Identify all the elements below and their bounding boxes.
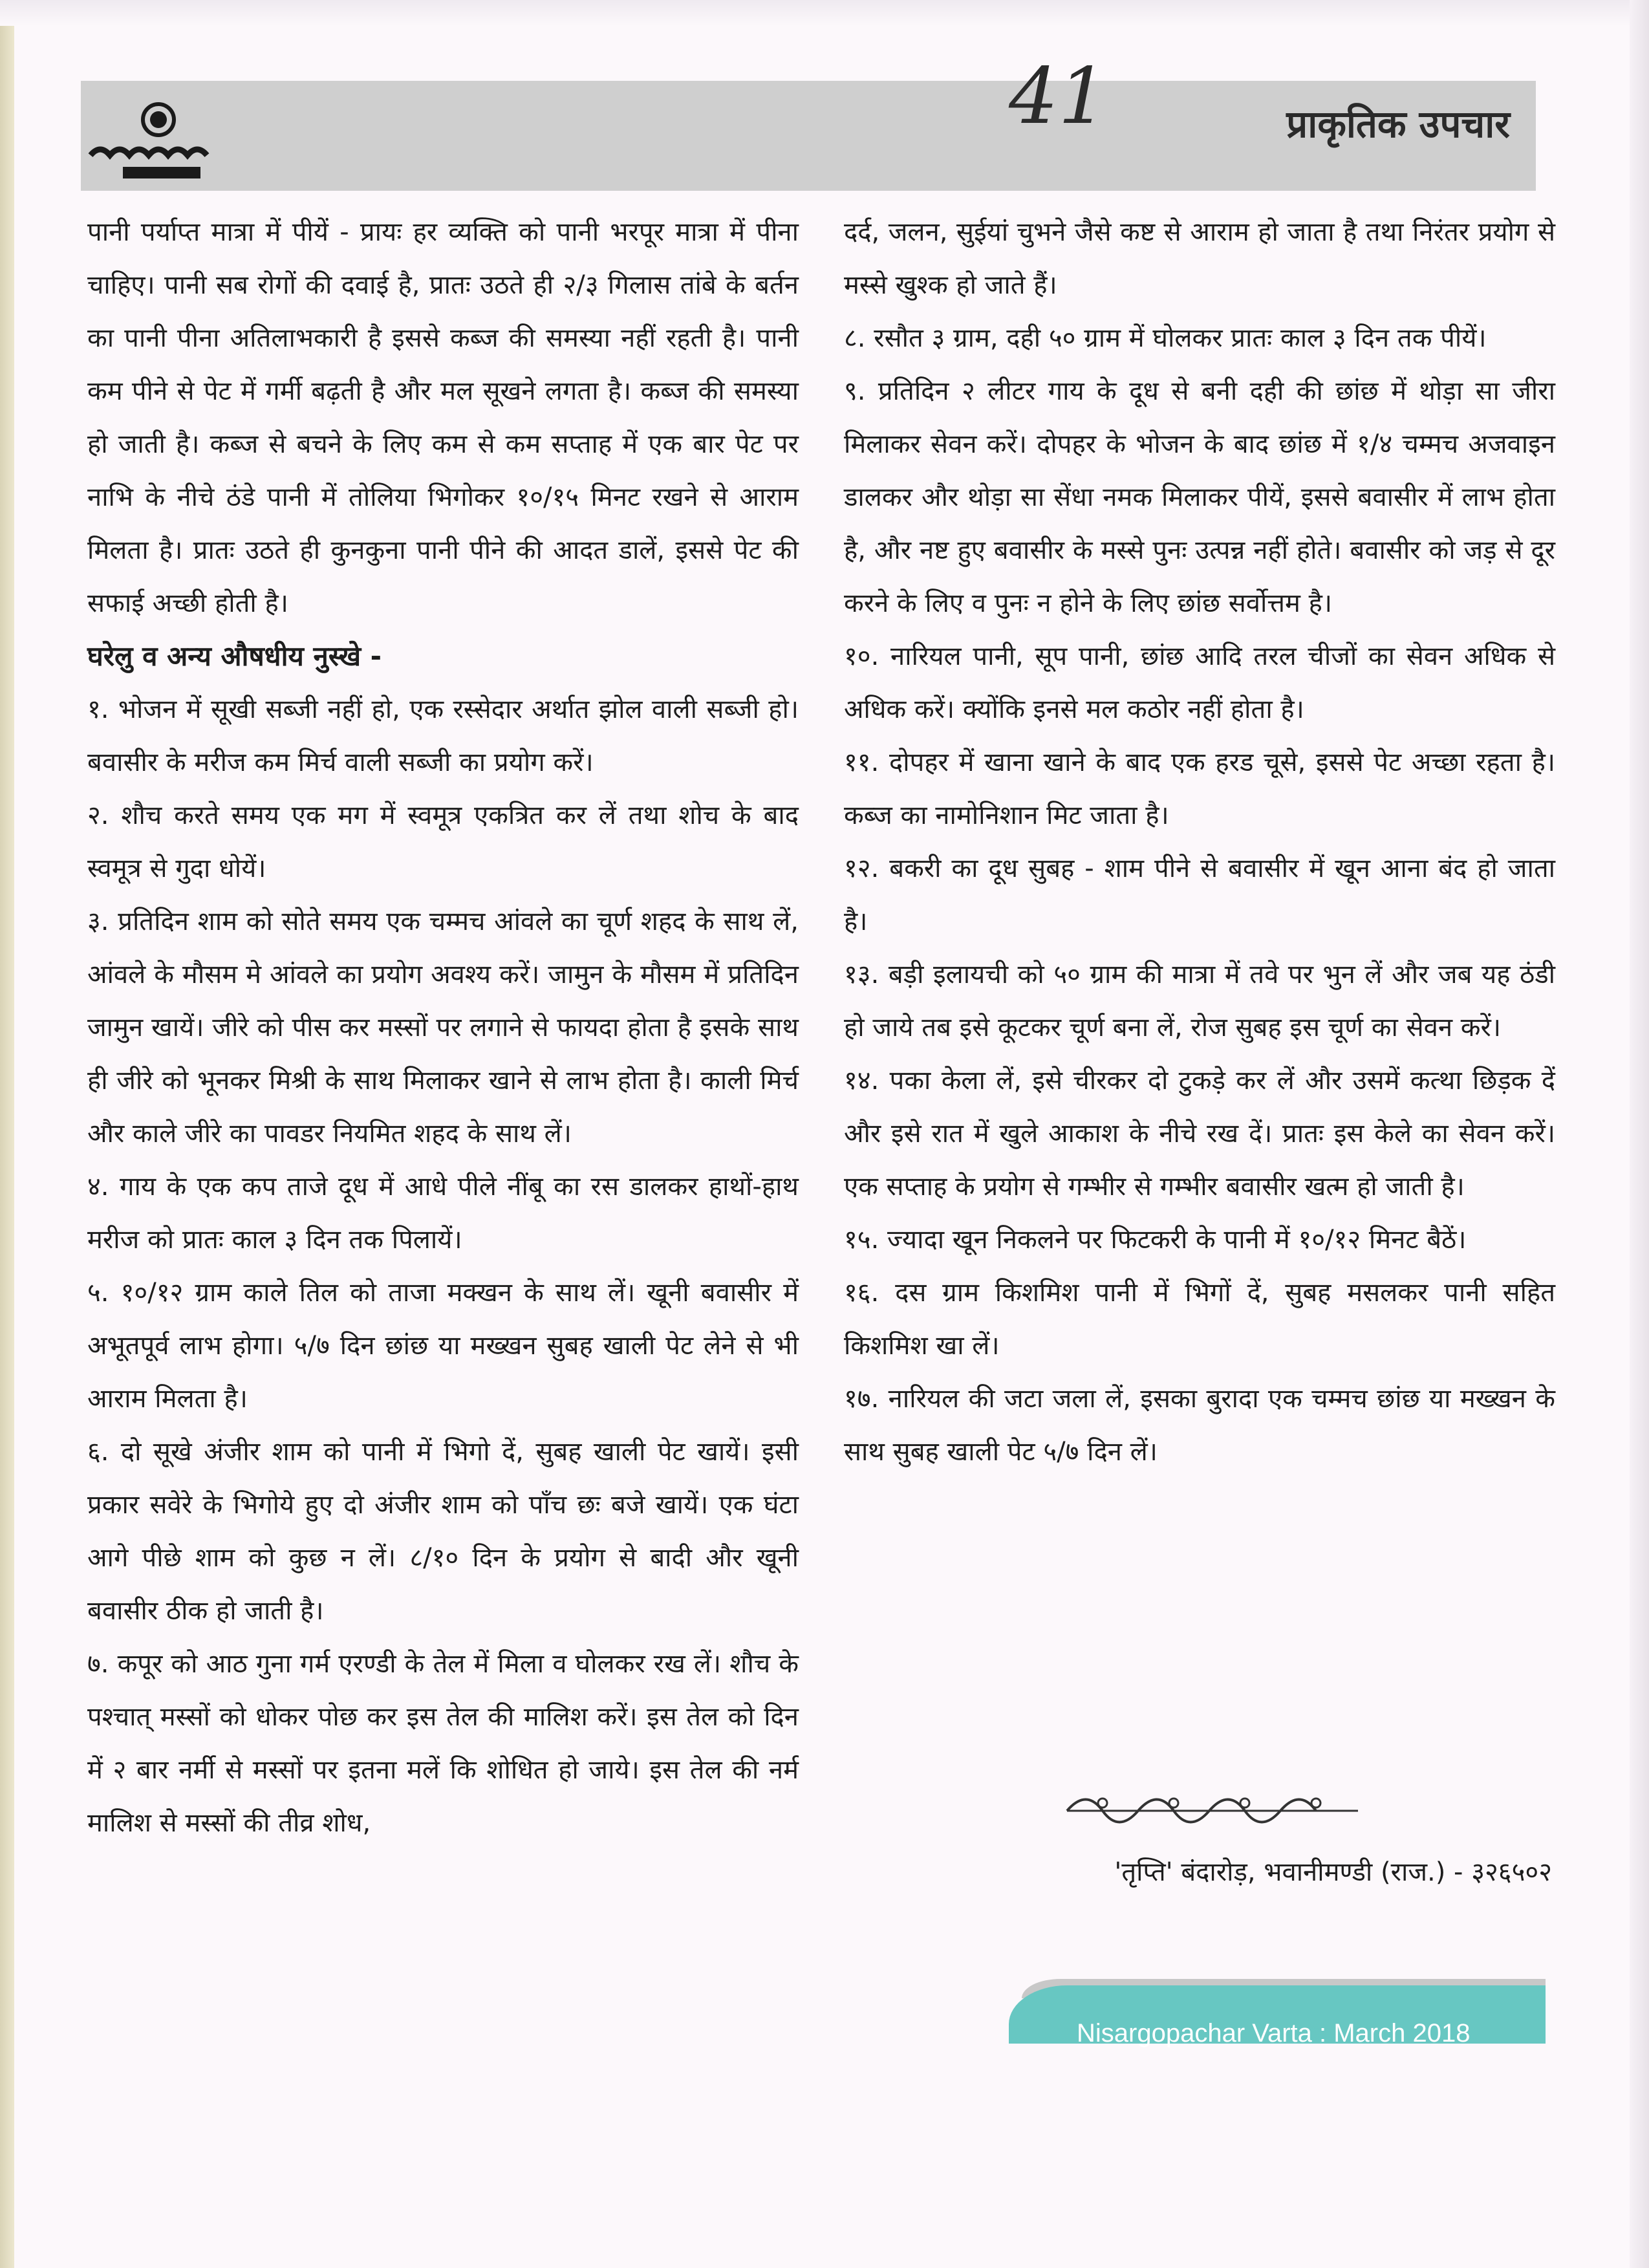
remedy-item-2: २. शौच करते समय एक मग में स्वमूत्र एकत्रित कर लें तथा शोच के बाद स्वमूत्र से गुदा धोयें। [87,801,799,883]
remedy-item-9: ९. प्रतिदिन २ लीटर गाय के दूध से बनी दही की छांछ में थोड़ा सा जीरा मिलाकर सेवन करें। दोपहर के भोजन के बाद छांछ में १/४ चम्मच अजवाइन डालकर और थोड़ा सा सेंधा नमक मिलाकर पीयें, इससे बवासीर में लाभ होता है, और नष्ट हुए बवासीर के मस्से पुनः उत्पन्न नहीं होते। बवासीर को जड़ से दूर करने के लिए व पुनः न होने के लिए छांछ सर्वोत्तम है। [844,376,1555,618]
left-column [87,206,799,1850]
remedy-item-13: १३. बड़ी इलायची को ५० ग्राम की मात्रा में तवे पर भुन लें और जब यह ठंडी हो जाये तब इसे कूटकर चूर्ण बना लें, रोज सुबह इस चूर्ण का सेवन करें। [844,960,1555,1042]
author-address: 'तृप्ति' बंदारोड़, भवानीमण्डी (राज.) - ३२६५०२ [1114,1857,1552,1887]
handwritten-number-text: 41 [1009,52,1108,142]
page-top-edge [0,0,1649,26]
remedy-item-5: ५. १०/१२ ग्राम काले तिल को ताजा मक्खन के साथ लें। खूनी बवासीर में अभूतपूर्व लाभ होगा। ५/७ दिन छांछ या मख्खन सुबह खाली पेट लेने से भी आराम मिलता है। [87,1278,799,1414]
intro-paragraph: पानी पर्याप्त मात्रा में पीयें - प्रायः हर व्यक्ति को पानी भरपूर मात्रा में पीना चाहिए। पानी सब रोगों की दवाई है, प्रातः उठते ही २/३ गिलास तांबे के बर्तन का पानी पीना अतिलाभकारी है इससे कब्ज की समस्या नहीं रहती है। पानी कम पीने से पेट में गर्मी बढ़ती है और मल सूखने लगता है। कब्ज की समस्या हो जाती है। कब्ज से बचने के लिए कम से कम सप्ताह में एक बार पेट पर नाभि के नीचे ठंडे पानी में तोलिया भिगोकर १०/१५ मिनट रखने से आराम मिलता है। प्रातः उठते ही कुनकुना पानी पीने की आदत डालें, इससे पेट की सफाई अच्छी होती है। [87,217,799,618]
remedy-item-12: १२. बकरी का दूध सुबह - शाम पीने से बवासीर में खून आना बंद हो जाता है। [844,854,1555,936]
remedy-item-7-continued: दर्द, जलन, सुईयां चुभने जैसे कष्ट से आराम हो जाता है तथा निरंतर प्रयोग से मस्से खुश्क हो जाते हैं। [844,217,1555,300]
remedy-item-17: १७. नारियल की जटा जला लें, इसका बुरादा एक चम्मच छांछ या मख्खन के साथ सुबह खाली पेट ५/७ दिन लें। [844,1384,1555,1467]
remedy-item-7: ७. कपूर को आठ गुना गर्म एरण्डी के तेल में मिला व घोलकर रख लें। शौच के पश्चात् मस्सों को धोकर पोछ कर इस तेल की मालिश करें। इस तेल को दिन में २ बार नर्मी से मस्सों पर इतना मलें कि शोधित हो जाये। इस तेल की नर्म मालिश से मस्सों की तीव्र शोध, [87,1649,799,1838]
handwritten-page-number [1006,52,1108,149]
remedies-heading: घरेलु व अन्य औषधीय नुस्खे - [87,640,382,672]
remedy-item-15: १५. ज्यादा खून निकलने पर फिटकरी के पानी में १०/१२ मिनट बैठें। [844,1225,1467,1255]
wave-sun-logo [84,91,220,188]
right-column [844,206,1555,1478]
remedy-item-4: ४. गाय के एक कप ताजे दूध में आधे पीले नींबू का रस डालकर हाथों-हाथ मरीज को प्रातः काल ३ दिन तक पिलायें। [87,1172,799,1255]
remedy-item-11: ११. दोपहर में खाना खाने के बाद एक हरड चूसे, इससे पेट अच्छा रहता है। कब्ज का नामोनिशान मिट जाता है। [844,748,1555,830]
remedy-item-6: ६. दो सूखे अंजीर शाम को पानी में भिगो दें, सुबह खाली पेट खायें। इसी प्रकार सवेरे के भिगोये हुए दो अंजीर शाम को पाँच छः बजे खायें। एक घंटा आगे पीछे शाम को कुछ न लें। ८/१० दिन के प्रयोग से बादी और खूनी बवासीर ठीक हो जाती है। [87,1437,799,1626]
remedy-item-16: १६. दस ग्राम किशमिश पानी में भिगों दें, सुबह मसलकर पानी सहित किशमिश खा लें। [844,1278,1555,1361]
remedy-item-14: १४. पका केला लें, इसे चीरकर दो टुकड़े कर लें और उसमें कत्था छिड़क दें और इसे रात में खुले आकाश के नीचे रख दें। प्रातः इस केले का सेवन करें। एक सप्ताह के प्रयोग से गम्भीर से गम्भीर बवासीर खत्म हो जाती है। [844,1066,1555,1202]
footer-publication: Nisargopachar Varta : March 2018 [1077,2019,1471,2047]
remedy-item-1: १. भोजन में सूखी सब्जी नहीं हो, एक रस्सेदार अर्थात झोल वाली सब्जी हो। बवासीर के मरीज कम मिर्च वाली सब्जी का प्रयोग करें। [87,695,799,777]
remedy-item-10: १०. नारियल पानी, सूप पानी, छांछ आदि तरल चीजों का सेवन अधिक से अधिक करें। क्योंकि इनसे मल कठोर नहीं होता है। [844,642,1555,724]
page-right-edge [1630,0,1649,2268]
remedy-item-8: ८. रसौत ३ ग्राम, दही ५० ग्राम में घोलकर प्रातः काल ३ दिन तक पीयें। [844,323,1487,353]
ornamental-divider [1061,1785,1364,1830]
remedy-item-3: ३. प्रतिदिन शाम को सोते समय एक चम्मच आंवले का चूर्ण शहद के साथ लें, आंवले के मौसम मे आंवले का प्रयोग अवश्य करें। जामुन के मौसम में प्रतिदिन जामुन खायें। जीरे को पीस कर मस्सों पर लगाने से फायदा होता है इसके साथ ही जीरे को भूनकर मिश्री के साथ मिलाकर खाने से लाभ होता है। काली मिर्च और काले जीरे का पावडर नियमित शहद के साथ लें। [87,907,799,1149]
binding-shadow [0,0,14,2268]
section-title: प्राकृतिक उपचार [1286,102,1510,146]
